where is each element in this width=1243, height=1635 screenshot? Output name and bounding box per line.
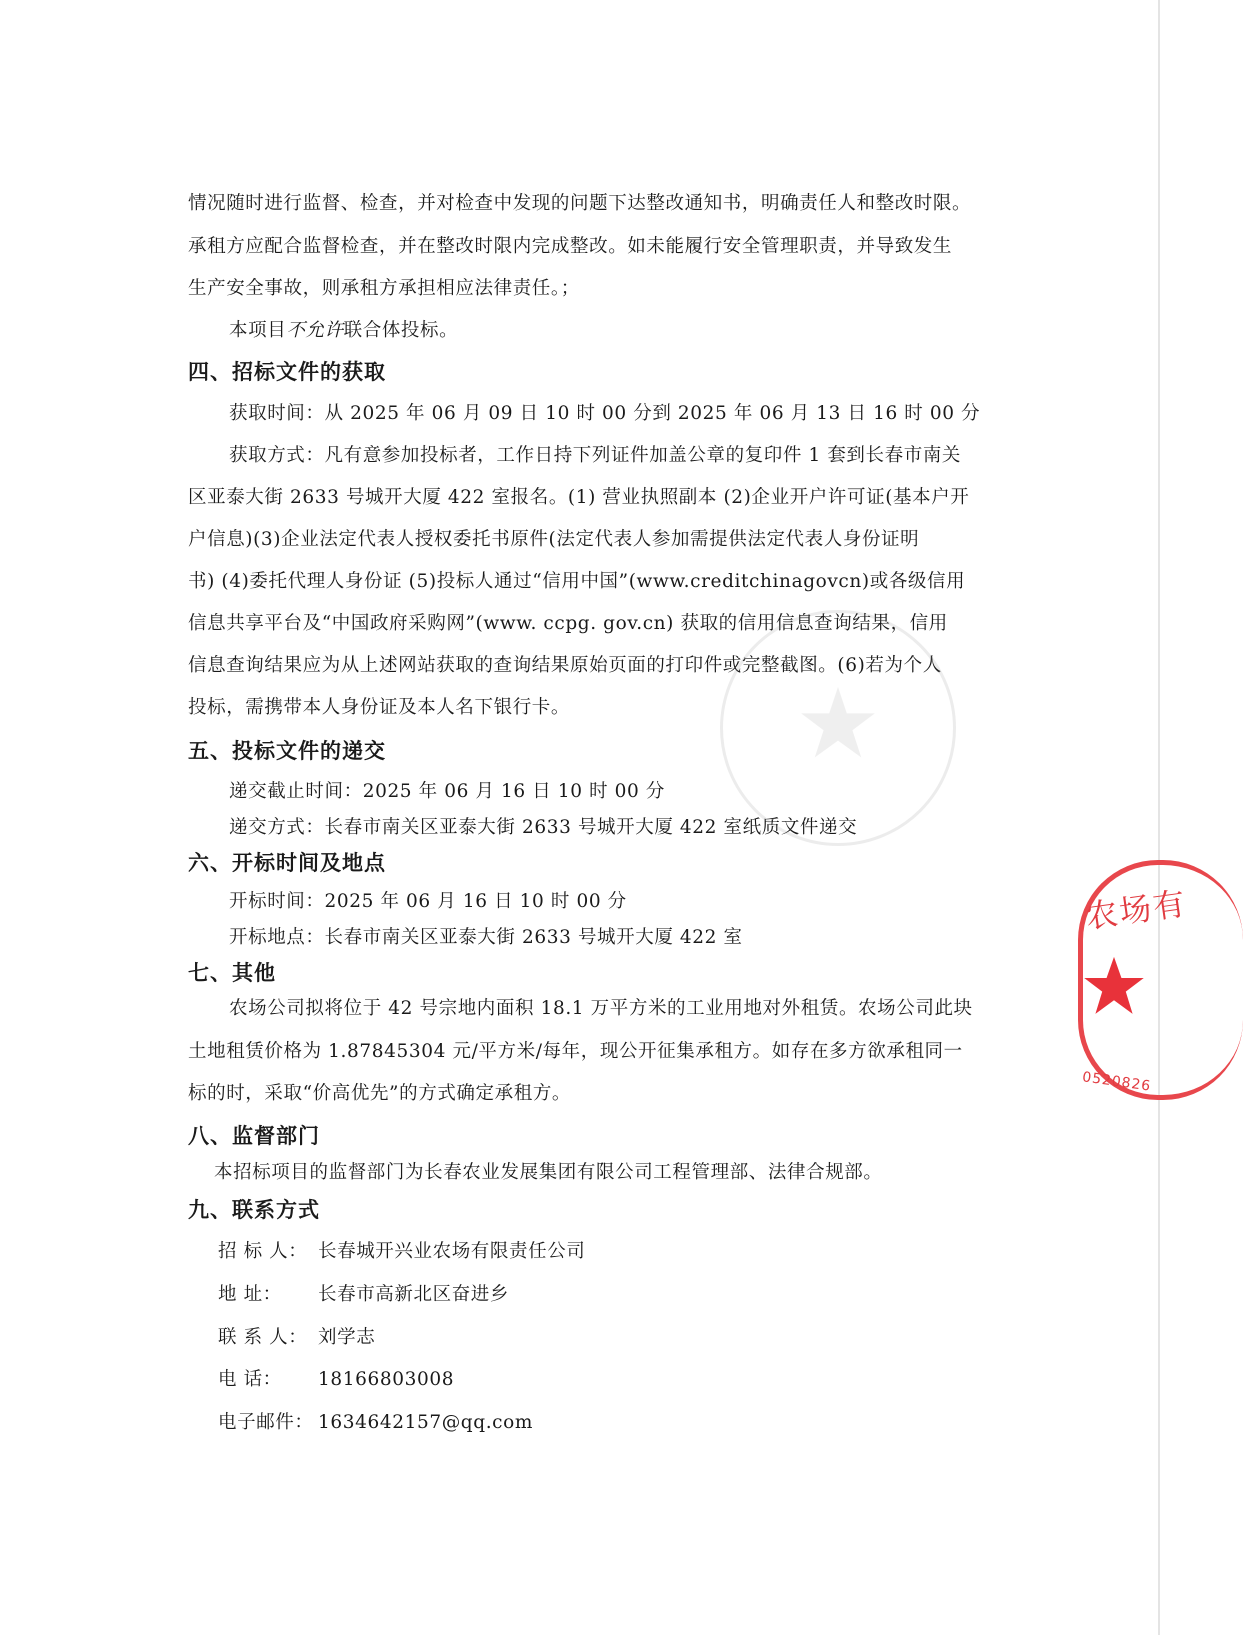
paragraph-line: 生产安全事故，则承租方承担相应法律责任。；: [188, 278, 580, 299]
contact-value: 1634642157@qq.com: [318, 1412, 534, 1433]
section-heading-4: 四、招标文件的获取: [188, 360, 386, 384]
section-heading-6: 六、开标时间及地点: [188, 851, 386, 875]
seal-star-icon: [1082, 955, 1146, 1017]
supervision-text: 本招标项目的监督部门为长春农业发展集团有限公司工程管理部、法律合规部。: [214, 1162, 883, 1183]
seal-number: 0520826: [1081, 1069, 1153, 1095]
acquire-time: 获取时间：从 2025 年 06 月 09 日 10 时 00 分到 2025 年 06 月 13 日 16 时 00 分: [229, 403, 981, 424]
opening-place: 开标地点：长春市南关区亚泰大街 2633 号城开大厦 422 室: [229, 927, 743, 948]
paragraph-line: 投标，需携带本人身份证及本人名下银行卡。: [188, 697, 571, 718]
contact-value: 长春城开兴业农场有限责任公司: [318, 1241, 586, 1262]
paragraph-line: 承租方应配合监督检查，并在整改时限内完成整改。如未能履行安全管理职责，并导致发生: [188, 236, 953, 257]
faint-seal-watermark: [720, 610, 956, 846]
contact-row: [218, 1282, 509, 1308]
paragraph-line: 标的时，采取“价高优先”的方式确定承租方。: [188, 1083, 572, 1104]
contact-label: 地 址：: [218, 1284, 282, 1305]
contact-value: 长春市高新北区奋进乡: [318, 1284, 510, 1305]
paragraph-line: 土地租赁价格为 1.87845304 元/平方米/每年，现公开征集承租方。如存在多方欲承租同一: [188, 1041, 963, 1062]
page-edge-divider: [1158, 0, 1160, 1635]
contact-label: 电子邮件：: [218, 1412, 314, 1433]
opening-time: 开标时间：2025 年 06 月 16 日 10 时 00 分: [229, 891, 627, 912]
paragraph-line: 情况随时进行监督、检查，并对检查中发现的问题下达整改通知书，明确责任人和整改时限。: [188, 193, 972, 214]
submit-method: 递交方式：长春市南关区亚泰大街 2633 号城开大厦 422 室纸质文件递交: [229, 817, 858, 838]
paragraph-line: 获取方式：凡有意参加投标者，工作日持下列证件加盖公章的复印件 1 套到长春市南关: [229, 445, 962, 466]
contact-row: [218, 1410, 533, 1436]
contact-label: 电 话：: [218, 1369, 282, 1390]
contact-row: [218, 1325, 375, 1351]
paragraph-line: 户信息)(3)企业法定代表人授权委托书原件(法定代表人参加需提供法定代表人身份证明: [188, 529, 920, 550]
paragraph-line: 信息共享平台及“中国政府采购网”(www. ccpg. gov.cn) 获取的信用信息查询结果，信用: [188, 613, 948, 634]
contact-row: [218, 1367, 454, 1393]
paragraph-line: 农场公司拟将位于 42 号宗地内面积 18.1 万平方米的工业用地对外租赁。农场公司此块: [229, 998, 973, 1019]
consortium-value: 不允许: [286, 320, 344, 341]
contact-label: 联 系 人：: [218, 1327, 308, 1348]
contact-row: [218, 1239, 585, 1265]
submit-deadline: 递交截止时间：2025 年 06 月 16 日 10 时 00 分: [229, 781, 665, 802]
contact-value: 刘学志: [318, 1327, 376, 1348]
contact-label: 招 标 人：: [218, 1241, 308, 1262]
paragraph-line: 书) (4)委托代理人身份证 (5)投标人通过“信用中国”(www.creditchinagovcn)或各级信用: [188, 571, 966, 592]
section-heading-5: 五、投标文件的递交: [188, 739, 386, 763]
paragraph-line: 信息查询结果应为从上述网站获取的查询结果原始页面的打印件或完整截图。(6)若为个人: [188, 655, 942, 676]
section-heading-8: 八、监督部门: [188, 1124, 320, 1148]
consortium-line: [229, 318, 458, 344]
contact-value: 18166803008: [318, 1369, 455, 1390]
paragraph-line: 区亚泰大街 2633 号城开大厦 422 室报名。(1) 营业执照副本 (2)企业开户许可证(基本户开: [188, 487, 970, 508]
star-icon: [798, 683, 878, 763]
section-heading-9: 九、联系方式: [188, 1198, 320, 1222]
consortium-prefix: 本项目: [229, 320, 287, 341]
seal-text: 农场有: [1083, 884, 1190, 936]
consortium-suffix: 联合体投标。: [343, 320, 459, 341]
section-heading-7: 七、其他: [188, 961, 276, 985]
